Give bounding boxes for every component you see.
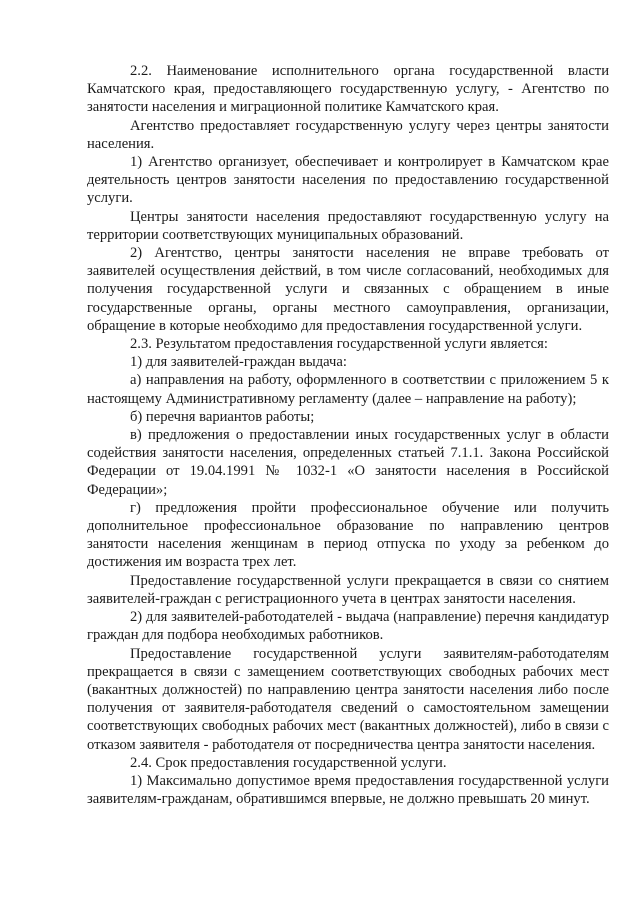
paragraph-no-extra-actions: 2) Агентство, центры занятости населения не вправе требовать от заявителей осуществления действий, в том числе согласований, необходимых для получения государственной услуги и связанных с обращением в иные государственные органы, органы местного самоуправления, организации, обращение в которые необходимо для предоставления государственной услуги. — [87, 245, 609, 334]
paragraph-item-v-other-services: в) предложения о предоставлении иных государственных услуг в области содействия занятости населения, определенных статьей 7.1.1. Закона Российской Федерации от 19.04.1991 № 1032-1 «О занятости населения в Российской Федерации»; — [87, 427, 609, 498]
document-page — [87, 62, 609, 808]
paragraph-item-b-job-list: б) перечня вариантов работы; — [130, 408, 315, 425]
paragraph-2-4-term: 2.4. Срок предоставления государственной услуги. — [130, 754, 447, 771]
paragraph-2-2-agency-name: 2.2. Наименование исполнительного органа государственной власти Камчатского края, предоставляющего государственную услугу, - Агентство по занятости населения и миграционной политике Камчатского края. — [87, 63, 609, 116]
paragraph-item-a-referral: а) направления на работу, оформленного в соответствии с приложением 5 к настоящему Административному регламенту (далее – направление на работу); — [87, 372, 609, 407]
paragraph-agency-organizes: 1) Агентство организует, обеспечивает и контролирует в Камчатском крае деятельность центров занятости населения по предоставлению государственной услуги. — [87, 154, 609, 207]
paragraph-employers-issue: 2) для заявителей-работодателей - выдача (направление) перечня кандидатур граждан для подбора необходимых работников. — [87, 609, 609, 644]
paragraph-citizens-termination: Предоставление государственной услуги прекращается в связи со снятием заявителей-граждан с регистрационного учета в центрах занятости населения. — [87, 572, 609, 607]
paragraph-employers-termination: Предоставление государственной услуги заявителям-работодателям прекращается в связи с замещением соответствующих свободных рабочих мест (вакантных должностей) по направлению центра занятости населения либо после получения от заявителя-работодателя сведений о самостоятельном замещении соответствующих свободных рабочих мест (вакантных должностей), либо в связи с отказом заявителя - работодателя от посредничества центра занятости населения. — [87, 645, 609, 753]
paragraph-2-3-result: 2.3. Результатом предоставления государственной услуги является: — [130, 336, 548, 353]
paragraph-agency-via-centers: Агентство предоставляет государственную услугу через центры занятости населения. — [87, 117, 609, 152]
paragraph-citizens-issue: 1) для заявителей-граждан выдача: — [130, 354, 347, 371]
paragraph-item-g-training: г) предложения пройти профессиональное обучение или получить дополнительное профессиональное образование по направлению центров занятости населения женщинам в период отпуска по уходу за ребенком до достижения им возраста трех лет. — [87, 499, 609, 571]
paragraph-max-time: 1) Максимально допустимое время предоставления государственной услуги заявителям-гражданам, обратившимся впервые, не должно превышать 20 минут. — [87, 772, 609, 808]
paragraph-centers-provide: Центры занятости населения предоставляют государственную услугу на территории соответствующих муниципальных образований. — [87, 208, 609, 243]
